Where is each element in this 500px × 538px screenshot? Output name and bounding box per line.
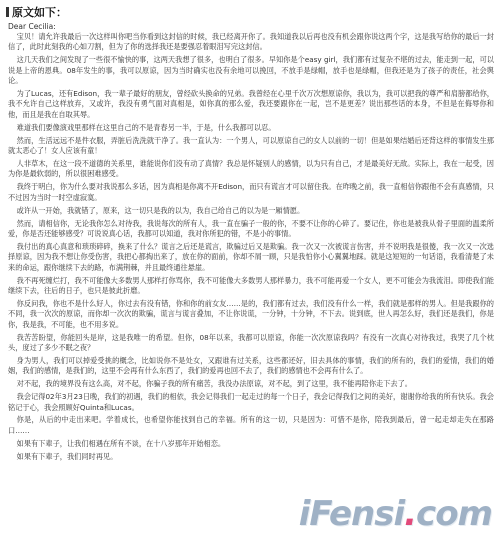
letter-paragraph: 你是，从后的中走出来吧。学着成长，也希望你能找到自己的幸福。所有的这一切，只是因为：可惜不是你，陪我到最后，曾一起走却走失在那路口…… xyxy=(8,415,494,435)
letter-paragraph: 人非草木，在这一段不道德的关系里，谁能说你们没有动了真情？我总是怀疑别人的感情，以为只有自己，才是最美好无敌。实际上，我在一起受，因为你是最软弱的，所以很困难感受。 xyxy=(8,158,494,179)
letter-paragraph: 我终于明白，你为什么要对我说那么多话，因为真相是你离不开Edison，而只有谎言才可以留住我。在昨晚之前，我一直相信你跟他不会有真感情，只不过因为当时一时空虚寂寞。 xyxy=(8,182,494,202)
letter-paragraph: 这几天我们之间发现了一些很不愉快的事，这两天我想了很多，也明白了很多。早知你是个easy girl，我们都有过复杂不堪的过去，能走到一起，可以说是上帝的恩典。08年发生的事，我可以原谅，因为当时确实也没有余地可以挽回，不放手是绿帽，放手也是绿帽，但我还是为了孩子的责任，社会舆论。 xyxy=(8,55,494,86)
logo-text: iFensi xyxy=(298,494,405,534)
letter-paragraph: 为了Lucas，还有Edison，我一辈子最好的朋友，曾经砍头换命的兄弟。我曾经在心里千次万次想原谅你，我以为，我可以把我的尊严和肩膀都给你，我不允许自己这样放弃，又或许，我没有勇气面对真相是，如你真的那么爱，我还要跟你在一起，岂不是更差？说出那些话的本身，不但是在侮辱你和他，而且是我在自取其辱。 xyxy=(8,89,494,119)
document-heading xyxy=(6,4,67,20)
letter-paragraph: 如果有下辈子，让我们相遇在所有不谈，在十八岁那年开始相恋。 xyxy=(16,438,226,448)
heading-text: 原文如下： xyxy=(12,6,67,19)
letter-paragraph: 我不再死缠烂打，我不可能像大多数男人那样打你骂你，我不可能像大多数男人那样暴力，我不可能再爱一个女人，更不可能会为我流泪。即使我们能继续下去，往后的日子，也只是彼此折磨。 xyxy=(8,275,494,295)
letter-salutation: Dear Cecilia: xyxy=(8,22,56,31)
letter-paragraph: 对不起，我的境界没有这么高，对不起，你骗子我的所有痛苦，我没办法原谅，对不起，到了这里，我不能再陪你走下去了。 xyxy=(16,379,412,389)
letter-paragraph: 或许从一开始，我就错了，原来，这一切只是我的以为，我自己给自己的以为是一厢情愿。 xyxy=(16,205,305,215)
letter-paragraph: 你反问我，你也不是什么好人，你过去有没有错，你和你的前女友……是的，我们都有过去，我们没有什么一样，我们就是那样的男人。但是我跟你的不同，我一次次的原谅，而你却一次次的欺骗，谎言与谎言叠加，不让你说谎，一分钟，十分钟，不下去。说到底，世人再怎么好，我们还是我们，你是你，我是我，不可能，也不用多说。 xyxy=(8,298,494,329)
letter-paragraph: 我付出的真心真意和琐琐碎碎，换来了什么？谎言之后还是谎言，欺骗过后又是欺骗。我一次又一次被谎言伤害，并不说明我是很傻，我一次又一次选择原谅，因为我不想让你受伤害，我把心都掏出来了，放在你的面前，你却不屑一顾，只是我怕你小心翼翼地踩。就是这短短的一句话语，我看清楚了未来的命运，跟你继续下去的路，布满荆棘，并且最终通往悬崖。 xyxy=(8,241,494,272)
letter-paragraph: 身为男人，我们可以掉爱受挑的概念，比如说你不是处女，又跟谁有过关系，这些都还好，旧去具体的事情，我们的所有的，我们的爱情，我们的婚姻，我们的感情，是我们的，这里不会再有什么东西了，我们的爱再也回不去了，我们的感情也不会再有什么了。 xyxy=(8,355,494,376)
letter-paragraph: 我苦苦盼望，你能回头是岸，这是我唯一的希望。但你，08年以来，我都可以原谅，你能一次次原谅我吗？有没有一次真心对待我过，我哭了几个枕头，度过了多少不眠之夜？ xyxy=(8,332,494,352)
heading-bar-icon xyxy=(6,7,9,17)
ifensi-logo-watermark xyxy=(299,494,492,534)
logo-dot: . xyxy=(404,494,417,534)
letter-paragraph: 如果有下辈子，我们同时再见。 xyxy=(16,451,118,461)
letter-paragraph: 然而，生活远远不是件衣服，弄脏后洗洗就干净了。我一直认为：一个男人，可以原谅自己的女人以前的一切！但是如果结婚后还背这样的事情发生那就太恶心了！女人应该有童！ xyxy=(8,135,494,156)
letter-body xyxy=(8,32,494,532)
letter-paragraph: 难道我们要像演戏里那样在这里自己的不是青春另一半，于是，什么我都可以忍。 xyxy=(16,122,276,132)
letter-paragraph: 宝贝！请允许我最后一次这样叫你吧当你看到这封信的时候，我已经离开你了。我知道我以后再也没有机会跟你说这两个字，这是我写给你的最后一封信了，此时此刻我的心如刀割，但为了你的选择我还是要强忍着眼泪写完这封信。 xyxy=(8,32,494,52)
letter-paragraph: 我会记得02年3月23日晚，我们的初遇，我们的相依，我会记得我们一起走过的每一个日子，我会记得我们之间的美好，谢谢你给我的所有快乐。我会铭记于心，我会照顾好Quinta和Lucas。 xyxy=(8,392,494,412)
logo-suffix: com xyxy=(416,494,492,534)
letter-paragraph: 然而，请相信你，无论我你怎么对待我，我说每次的所有人，我一直在骗子一般的你，不要不让你的心碎了。要记住，你也是被我从骨子里面的温柔所爱，你是否还能够感受？可说说真心话，我都可以知道，我对你所犯的错，不是小的事情。 xyxy=(8,218,494,238)
